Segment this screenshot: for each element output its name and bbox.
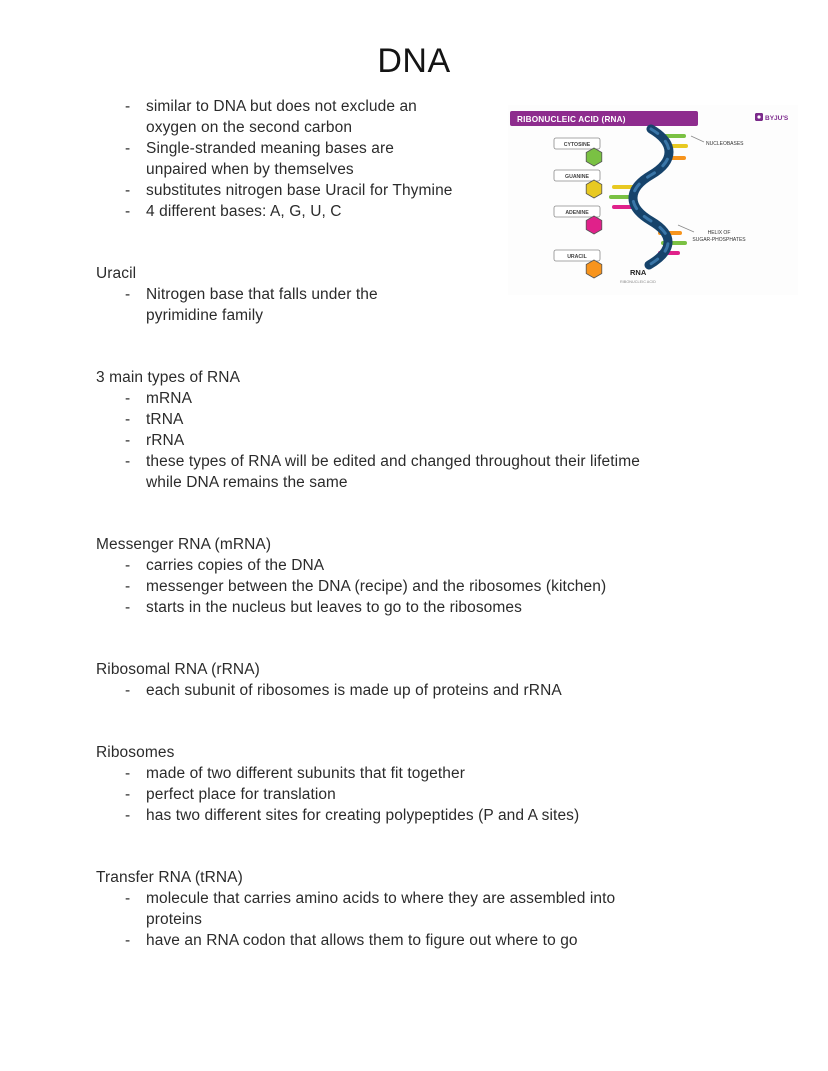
bullet-item (125, 805, 828, 826)
bullet-text: carries copies of the DNA (146, 557, 325, 574)
adenine-hexagon (586, 216, 602, 234)
bullet-text: each subunit of ribosomes is made up of proteins and rRNA (146, 682, 562, 699)
bullet-dash: - (125, 807, 131, 824)
bullet-text: has two different sites for creating polypeptides (P and A sites) (146, 807, 580, 824)
bullet-item (125, 930, 828, 951)
section-rrna (96, 659, 828, 701)
bullet-text: tRNA (146, 411, 184, 428)
bullet-item (125, 451, 828, 493)
nucleobases-label: NUCLEOBASES (706, 141, 744, 147)
base-label-uracil: URACIL (567, 254, 587, 260)
rna-sublabel: RIBONUCLEIC ACID (620, 280, 656, 284)
bullet-text: 4 different bases: A, G, U, C (146, 203, 342, 220)
section-ribosomes (96, 742, 828, 826)
figure-header-text: RIBONUCLEIC ACID (RNA) (517, 115, 626, 124)
bullet-text: these types of RNA will be edited and changed throughout their lifetime while DNA remains the same (146, 453, 640, 491)
uracil-hexagon (586, 260, 602, 278)
section-heading: Transfer RNA (tRNA) (96, 869, 243, 886)
helix-label-line1: HELIX OF (707, 230, 731, 236)
bullet-dash: - (125, 182, 131, 199)
base-labels (554, 138, 602, 278)
bullet-text: rRNA (146, 432, 185, 449)
bullet-text: mRNA (146, 390, 193, 407)
section-trna (96, 867, 828, 951)
bullet-text: Single-stranded meaning bases are unpaired when by themselves (146, 140, 395, 178)
brand-logo-dot (757, 115, 760, 118)
bullet-text: substitutes nitrogen base Uracil for Thymine (146, 182, 453, 199)
bullet-text: molecule that carries amino acids to where they are assembled into proteins (146, 890, 616, 928)
bullet-dash: - (125, 390, 131, 407)
page-title: DNA (377, 42, 451, 80)
bullet-item (125, 597, 828, 618)
rna-diagram (508, 105, 798, 295)
rna-label: RNA (630, 268, 647, 277)
section-heading: Uracil (96, 265, 137, 282)
bullet-item (125, 555, 828, 576)
bullet-dash: - (125, 578, 131, 595)
bullet-dash: - (125, 786, 131, 803)
base-label-guanine: GUANINE (565, 174, 589, 180)
base-label-adenine: ADENINE (565, 210, 589, 216)
bullet-text: made of two different subunits that fit together (146, 765, 466, 782)
bullet-item (125, 680, 828, 701)
bullet-dash: - (125, 599, 131, 616)
bullet-dash: - (125, 765, 131, 782)
bullet-dash: - (125, 140, 131, 157)
rna-figure (508, 105, 798, 295)
section-heading: Ribosomes (96, 744, 175, 761)
bullet-dash: - (125, 932, 131, 949)
section-heading: Ribosomal RNA (rRNA) (96, 661, 260, 678)
bullet-item (125, 888, 828, 930)
nucleobase-bars (609, 134, 688, 255)
section-mrna (96, 534, 828, 618)
bullet-dash: - (125, 682, 131, 699)
bullet-dash: - (125, 411, 131, 428)
bullet-item (125, 576, 828, 597)
helix-label-line2: SUGAR-PHOSPHATES (692, 237, 746, 243)
section-heading: 3 main types of RNA (96, 369, 241, 386)
bullet-dash: - (125, 890, 131, 907)
bullet-text: Nitrogen base that falls under the pyrimidine family (146, 286, 378, 324)
guanine-hexagon (586, 180, 602, 198)
bullet-text: similar to DNA but does not exclude an oxygen on the second carbon (146, 98, 417, 136)
bullet-text: perfect place for translation (146, 786, 336, 803)
section-heading: Messenger RNA (mRNA) (96, 536, 272, 553)
bullet-item (125, 388, 828, 409)
bullet-text: messenger between the DNA (recipe) and the ribosomes (kitchen) (146, 578, 607, 595)
cytosine-hexagon (586, 148, 602, 166)
base-label-cytosine: CYTOSINE (563, 142, 591, 148)
helix-ribbon (633, 129, 669, 265)
bullet-item (125, 430, 828, 451)
bullet-item (125, 763, 828, 784)
bullet-dash: - (125, 98, 131, 115)
bullet-text: have an RNA codon that allows them to figure out where to go (146, 932, 578, 949)
bullet-text: starts in the nucleus but leaves to go to the ribosomes (146, 599, 522, 616)
bullet-dash: - (125, 453, 131, 470)
bullet-dash: - (125, 203, 131, 220)
bullet-dash: - (125, 557, 131, 574)
bullet-item (125, 784, 828, 805)
brand-text: BYJU'S (765, 115, 789, 122)
section-rna-types (96, 367, 828, 493)
bullet-item (125, 409, 828, 430)
bullet-dash: - (125, 432, 131, 449)
bullet-dash: - (125, 286, 131, 303)
